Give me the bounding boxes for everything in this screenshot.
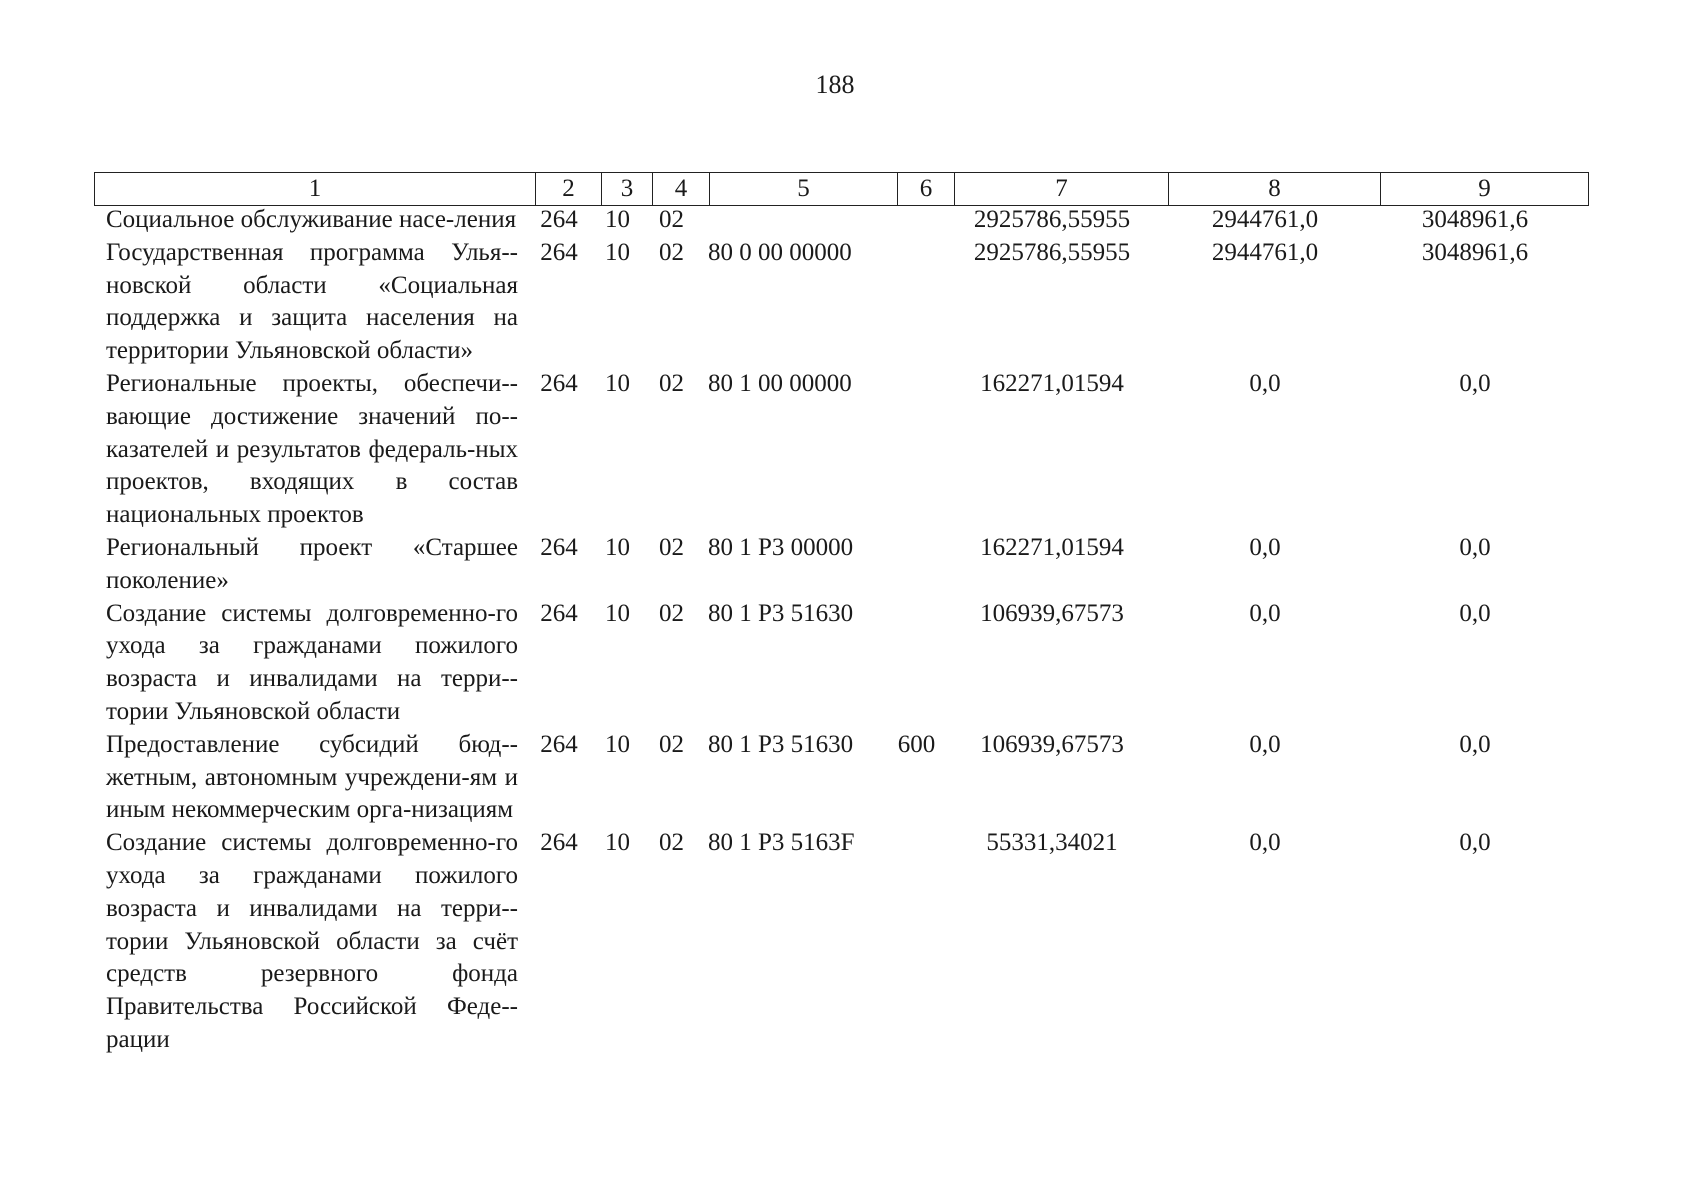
column-header: 6 [898, 173, 955, 206]
amount-col7: 2925786,55955 [973, 238, 1131, 266]
amount-col9: 3048961,6 [1421, 206, 1529, 233]
column-header: 3 [602, 173, 653, 206]
target-article-code: 80 1 Р3 51630 [708, 730, 854, 758]
subsection-code: 02 [659, 369, 684, 397]
section-code: 10 [605, 206, 630, 233]
ministry-code: 264 [540, 369, 578, 397]
column-header: 9 [1381, 173, 1589, 206]
subsection-code: 02 [659, 730, 684, 758]
amount-col7: 162271,01594 [980, 533, 1124, 561]
section-code: 10 [605, 238, 630, 266]
row-name: Региональные проекты, обеспечи-вающие достижение значений по-казателей и результатов федераль-ных проектов, входящих в состав национальных проектов [106, 369, 518, 529]
expense-type-code: 600 [897, 730, 936, 758]
table-row [94, 729, 1579, 827]
subsection-code: 02 [659, 599, 684, 627]
table-row [94, 598, 1579, 729]
column-header-table [94, 172, 1589, 206]
amount-col9: 0,0 [1459, 599, 1491, 627]
section-code: 10 [605, 369, 630, 397]
amount-col8: 0,0 [1249, 730, 1281, 758]
amount-col7: 162271,01594 [980, 369, 1124, 397]
ministry-code: 264 [540, 206, 578, 233]
target-article-code: 80 0 00 00000 [708, 238, 852, 266]
amount-col8: 0,0 [1249, 369, 1281, 397]
ministry-code: 264 [540, 730, 578, 758]
amount-col8: 2944761,0 [1211, 206, 1319, 233]
subsection-code: 02 [659, 829, 684, 857]
amount-col9: 0,0 [1459, 829, 1491, 857]
row-name: Создание системы долговременно-го ухода за гражданами пожилого возраста и инвалидами на терри-тории Ульяновской области [106, 599, 518, 725]
target-article-code: 80 1 Р3 51630 [708, 599, 854, 627]
amount-col7: 55331,34021 [986, 829, 1118, 857]
amount-col7: 106939,67573 [980, 730, 1124, 758]
amount-col9: 0,0 [1459, 533, 1491, 561]
table-row [94, 368, 1579, 532]
row-name: Государственная программа Улья-новской области «Социальная поддержка и защита населения на территории Ульяновской области» [106, 238, 518, 365]
target-article-code: 80 1 Р3 00000 [708, 533, 854, 561]
amount-col7: 106939,67573 [980, 599, 1124, 627]
ministry-code: 264 [540, 599, 578, 627]
section-code: 10 [605, 829, 630, 857]
column-header: 4 [653, 173, 710, 206]
subsection-code: 02 [659, 238, 684, 266]
table-row [94, 532, 1579, 598]
budget-table-body [94, 204, 1579, 1057]
row-name: Социальное обслуживание насе-ления [106, 206, 517, 233]
section-code: 10 [605, 533, 630, 561]
target-article-code: 80 1 Р3 5163F [708, 829, 855, 857]
amount-col8: 2944761,0 [1211, 238, 1319, 266]
ministry-code: 264 [540, 238, 578, 266]
column-header: 2 [536, 173, 602, 206]
row-name: Предоставление субсидий бюд-жетным, автономным учреждени-ям и иным некоммерческим орга-низациям [106, 730, 518, 824]
table-row [94, 204, 1579, 237]
row-name: Региональный проект «Старшее поколение» [106, 533, 518, 594]
subsection-code: 02 [659, 206, 684, 233]
column-header: 7 [955, 173, 1169, 206]
column-header-row [95, 173, 1589, 206]
ministry-code: 264 [540, 829, 578, 857]
amount-col7: 2925786,55955 [973, 206, 1131, 233]
table-row [94, 237, 1579, 368]
amount-col8: 0,0 [1249, 829, 1281, 857]
table-row [94, 827, 1579, 1057]
subsection-code: 02 [659, 533, 684, 561]
section-code: 10 [605, 599, 630, 627]
column-header: 1 [95, 173, 536, 206]
row-name: Создание системы долговременно-го ухода за гражданами пожилого возраста и инвалидами на терри-тории Ульяновской области за счёт средств резервного фонда Правительства Российской Феде-рации [106, 829, 518, 1053]
page-number: 188 [815, 70, 855, 99]
column-header: 5 [710, 173, 898, 206]
ministry-code: 264 [540, 533, 578, 561]
target-article-code: 80 1 00 00000 [708, 369, 852, 397]
amount-col8: 0,0 [1249, 599, 1281, 627]
section-code: 10 [605, 730, 630, 758]
amount-col9: 0,0 [1459, 730, 1491, 758]
amount-col8: 0,0 [1249, 533, 1281, 561]
column-header: 8 [1169, 173, 1381, 206]
amount-col9: 3048961,6 [1421, 238, 1529, 266]
amount-col9: 0,0 [1459, 369, 1491, 397]
